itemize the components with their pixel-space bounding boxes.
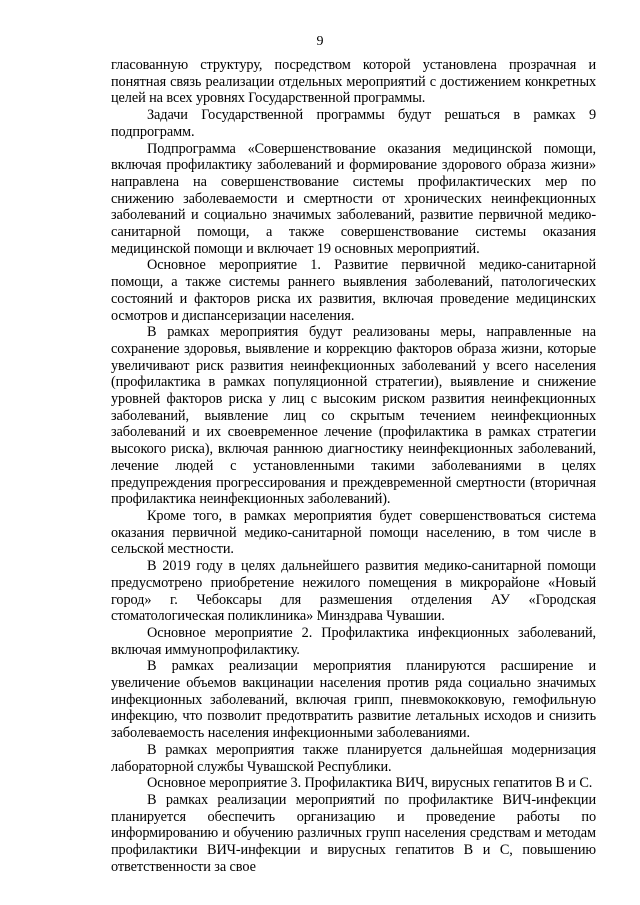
paragraph-main-event-1: Основное мероприятие 1. Развитие первичной медико-санитарной помощи, а также системы раннего выявления заболеваний, патологических состояний и факторов риска их развития, включая проведение медицинских осмотров и диспансеризации населения. — [111, 257, 596, 324]
paragraph-tasks: Задачи Государственной программы будут решаться в рамках 9 подпрограмм. — [111, 107, 596, 140]
paragraph-continuation: гласованную структуру, посредством которой установлена прозрачная и понятная связь реализации отдельных мероприятий с достижением конкретных целей на всех уровнях Государственной программы. — [111, 57, 596, 107]
paragraph-subprogram: Подпрограмма «Совершенствование оказания медицинской помощи, включая профилактику заболеваний и формирование здорового образа жизни» направлена на совершенствование системы профилактических мер по снижению заболеваемости и смертности от хронических неинфекционных заболеваний и социально значимых заболеваний, развитие первичной медико-санитарной помощи, а также совершенствование системы оказания медицинской помощи и включает 19 основных мероприятий. — [111, 140, 596, 257]
body-text — [111, 57, 596, 875]
paragraph-event-1-2019: В 2019 году в целях дальнейшего развития медико-санитарной помощи предусмотрено приобретение нежилого помещения в микрорайоне «Новый город» г. Чебоксары для размешения отделения АУ «Городская стоматологическая поликлиника» Минздрава Чувашии. — [111, 558, 596, 625]
paragraph-event-1-primary-care: Кроме того, в рамках мероприятия будет совершенствоваться система оказания первичной медико-санитарной помощи населению, в том числе в сельской местности. — [111, 507, 596, 558]
paragraph-event-1-measures: В рамках мероприятия будут реализованы меры, направленные на сохранение здоровья, выявление и коррекцию факторов образа жизни, которые увеличивают риск развития неинфекционных заболеваний у всего населения (профилактика в рамках популяционной стратегии), выявление и снижение уровней факторов риска у лиц с высоким риском развития неинфекционных заболеваний, выявление лиц со скрытым течением неинфекционных заболеваний и их своевременное лечение (профилактика в рамках стратегии высокого риска), включая раннюю диагностику неинфекционных заболеваний, лечение людей с установленными такими заболеваниями в целях предупреждения прогрессирования и преждевременной смертности (вторичная профилактика неинфекционных заболеваний). — [111, 324, 596, 508]
paragraph-event-2-laboratory: В рамках мероприятия также планируется дальнейшая модернизация лабораторной службы Чувашской Республики. — [111, 741, 596, 775]
paragraph-main-event-3: Основное мероприятие 3. Профилактика ВИЧ, вирусных гепатитов В и С. — [147, 775, 593, 792]
paragraph-event-2-vaccination: В рамках реализации мероприятия планируются расширение и увеличение объемов вакцинации населения против ряда социально значимых инфекционных заболеваний, включая грипп, пневмококковую, гемофильную инфекцию, что позволит предотвратить развитие летальных исходов и снизить заболеваемость населения инфекционными заболеваниями. — [111, 658, 596, 742]
paragraph-event-3-hiv: В рамках реализации мероприятий по профилактике ВИЧ-инфекции планируется обеспечить организацию и проведение работы по информированию и обучению различных групп населения средствам и методам профилактики ВИЧ-инфекции и вирусных гепатитов В и С, повышению ответственности за свое — [111, 791, 596, 875]
paragraph-main-event-2: Основное мероприятие 2. Профилактика инфекционных заболеваний, включая иммунопрофилактику. — [111, 624, 596, 658]
page-number: 9 — [316, 34, 324, 49]
